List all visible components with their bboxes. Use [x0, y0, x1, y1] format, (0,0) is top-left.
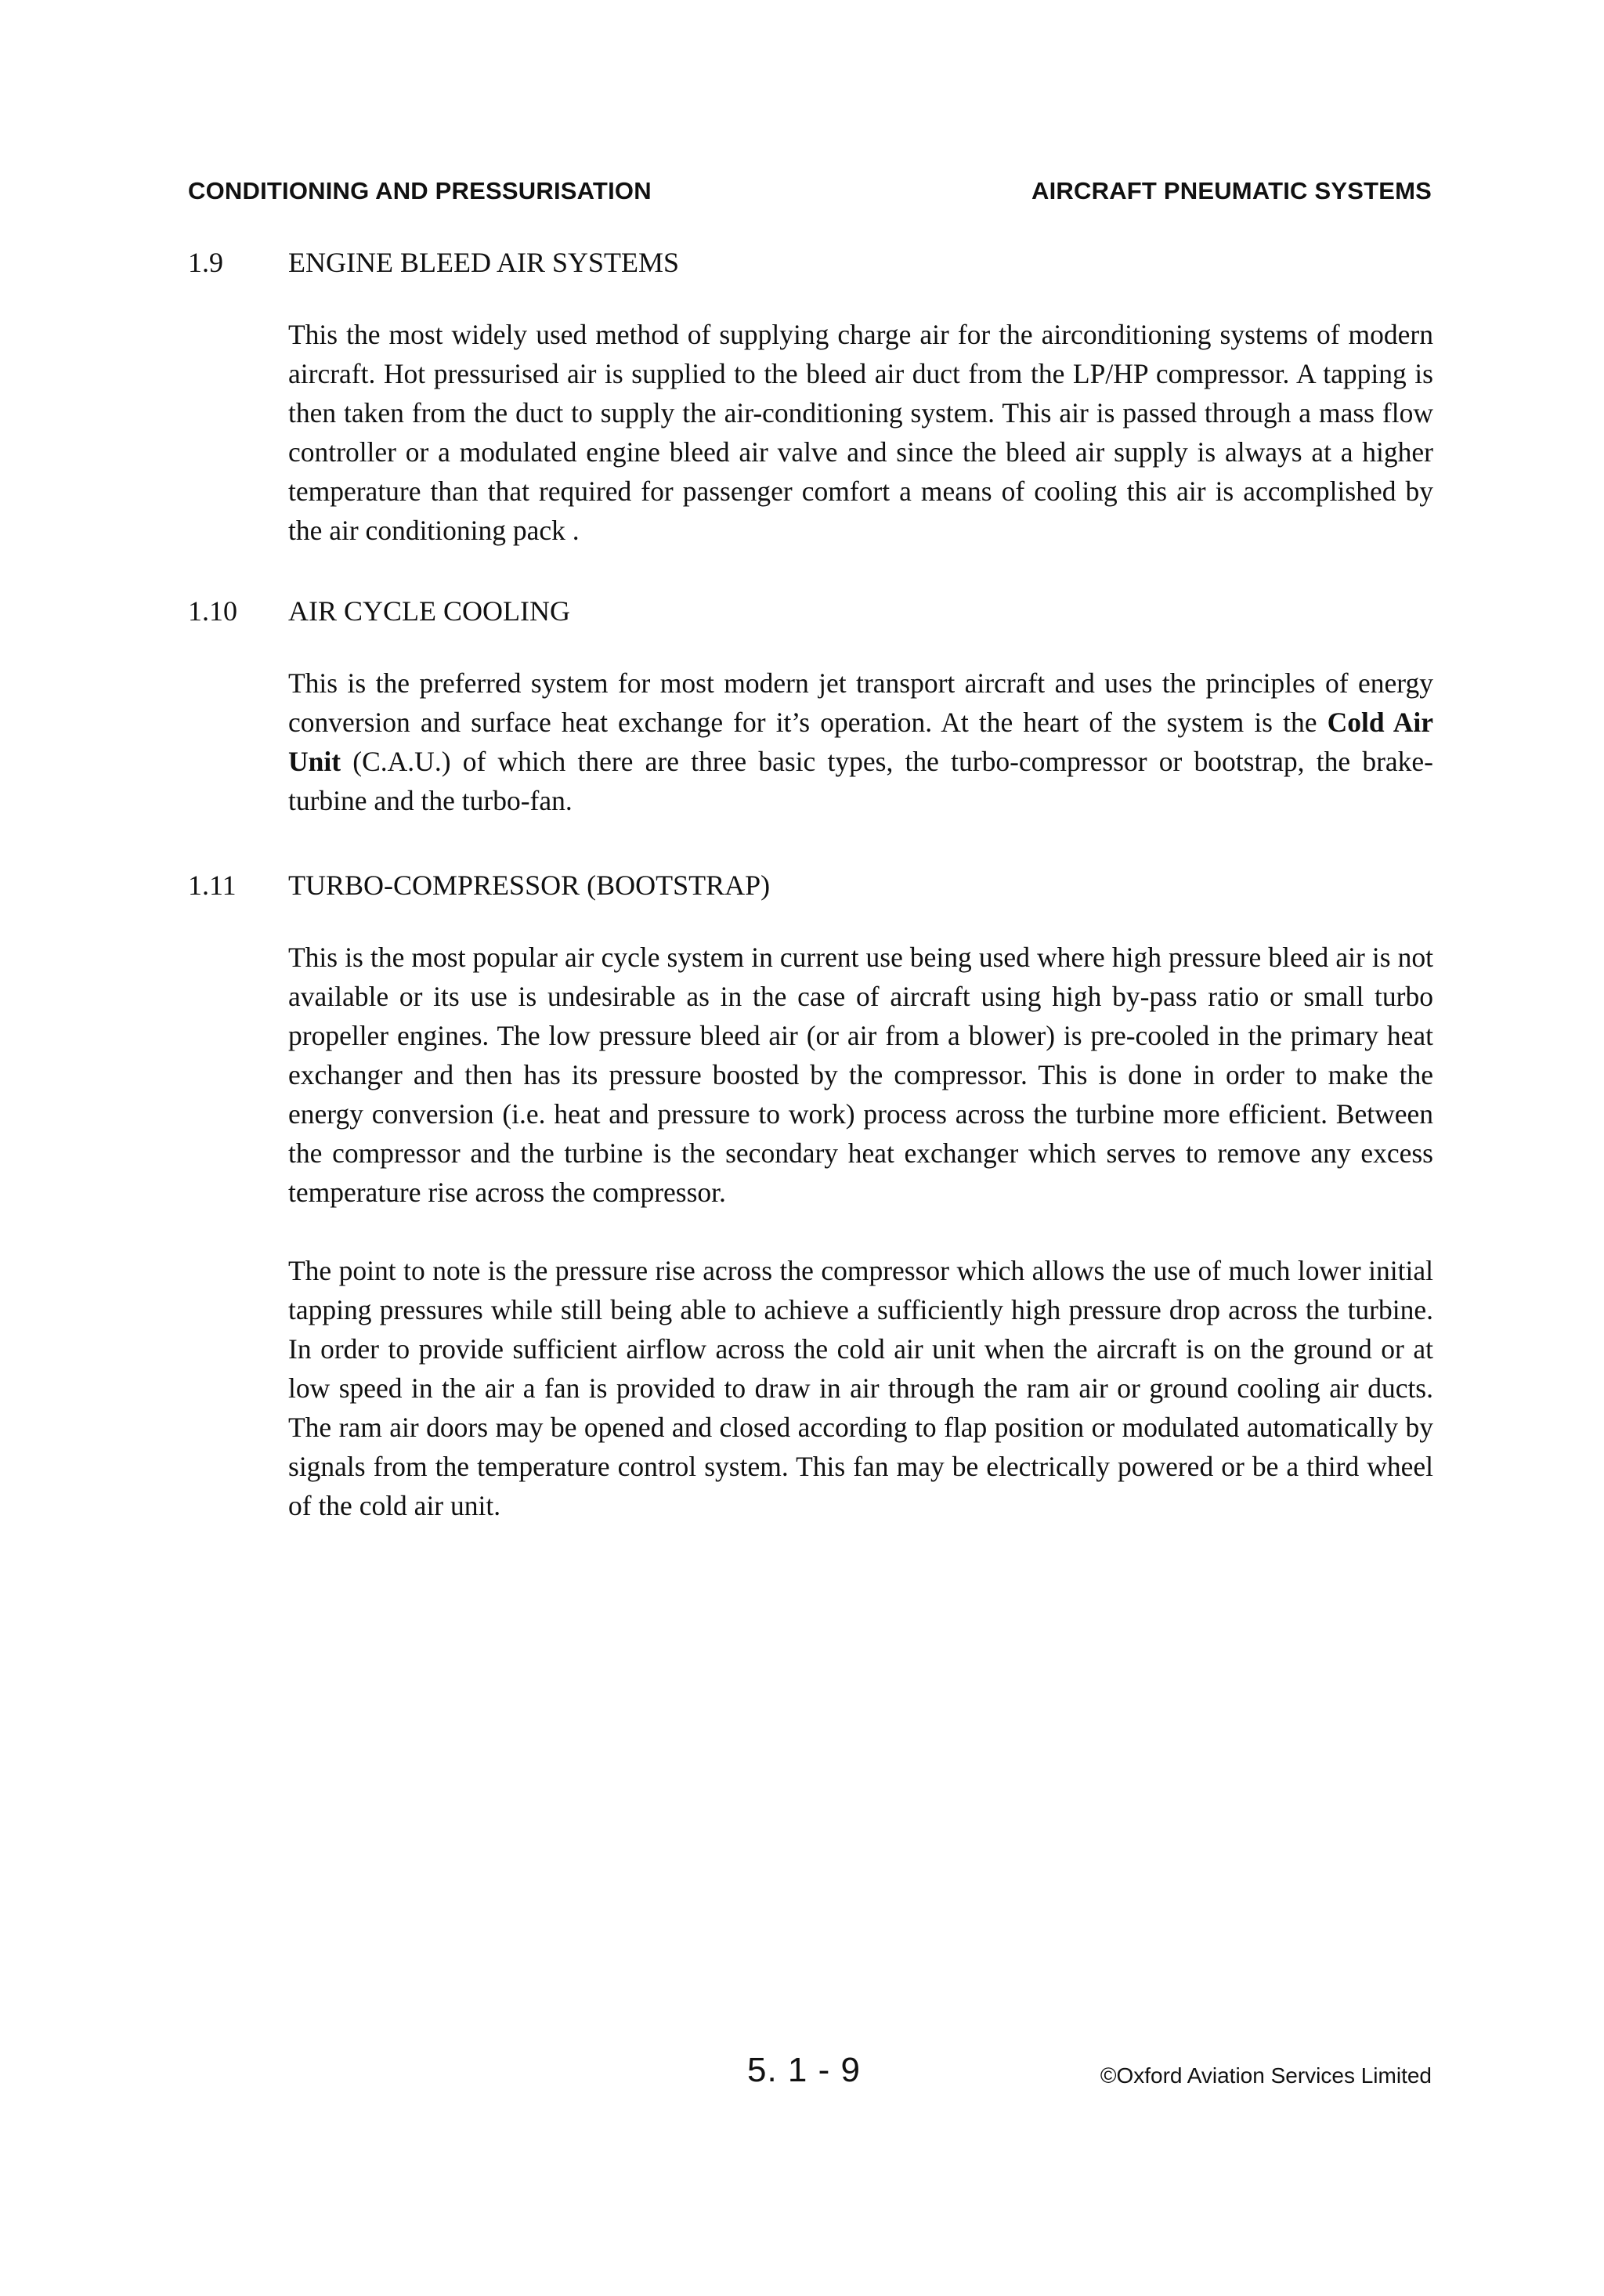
- paragraph-text: (C.A.U.) of which there are three basic types, the turbo-compressor or bootstrap, the brake- turbine and the turbo-fan.: [288, 746, 1433, 816]
- section-1-9: [188, 243, 1433, 578]
- section-title: TURBO-COMPRESSOR (BOOTSTRAP): [288, 870, 771, 901]
- section-title: ENGINE BLEED AIR SYSTEMS: [288, 247, 680, 278]
- page-number: 5. 1 - 9: [747, 2051, 861, 2089]
- section-heading: [188, 243, 1433, 282]
- copyright-notice: ©Oxford Aviation Services Limited: [1100, 2063, 1432, 2088]
- section-number: 1.10: [188, 595, 237, 627]
- paragraph-text: This is the preferred system for most modern jet transport aircraft and uses the principles of energy conversion and surface heat exchange for it’s operation. At the heart of the system is the: [288, 667, 1433, 738]
- paragraph: [288, 663, 1433, 820]
- paragraph: This is the most popular air cycle system in current use being used where high pressure bleed air is not available or its use is undesirable as in the case of aircraft using high by-pass ratio or small turbo propeller engines. The low pressure bleed air (or air from a blower) is pre-cooled in the primary heat exchanger and then has its pressure boosted by the compressor. This is done in order to make the energy conversion (i.e. heat and pressure to work) process across the turbine more efficient. Between the compressor and the turbine is the secondary heat exchanger which serves to remove any excess temperature rise across the compressor.: [288, 942, 1433, 1208]
- section-number: 1.9: [188, 247, 223, 278]
- paragraph: The point to note is the pressure rise across the compressor which allows the use of much lower initial tapping pressures while still being able to achieve a sufficiently high pressure drop across the turbine. In order to provide sufficient airflow across the cold air unit when the aircraft is on the ground or at low speed in the air a fan is provided to draw in air through the ram air or ground cooling air ducts. The ram air doors may be opened and closed according to flap position or modulated automatically by signals from the temperature control system. This fan may be electrically powered or be a third wheel of the cold air unit.: [288, 1255, 1433, 1521]
- section-title: AIR CYCLE COOLING: [288, 595, 570, 627]
- section-heading: [188, 591, 1433, 631]
- header-chapter-title: CONDITIONING AND PRESSURISATION: [188, 177, 652, 204]
- section-1-10: [188, 591, 1433, 848]
- header-book-title: AIRCRAFT PNEUMATIC SYSTEMS: [1031, 177, 1432, 204]
- section-heading: [188, 866, 1433, 905]
- section-1-11: [188, 866, 1433, 1553]
- bold-term: Cold Air Unit: [288, 707, 1433, 777]
- paragraph: This the most widely used method of supplying charge air for the airconditioning systems of modern aircraft. Hot pressurised air is supplied to the bleed air duct from the LP/HP compressor. A tapping is then taken from the duct to supply the air-conditioning system. This air is passed through a mass flow controller or a modulated engine bleed air valve and since the bleed air supply is always at a higher temperature than that required for passenger comfort a means of cooling this air is accomplished by the air conditioning pack .: [288, 319, 1433, 546]
- section-number: 1.11: [188, 870, 237, 901]
- running-header: [188, 177, 1432, 208]
